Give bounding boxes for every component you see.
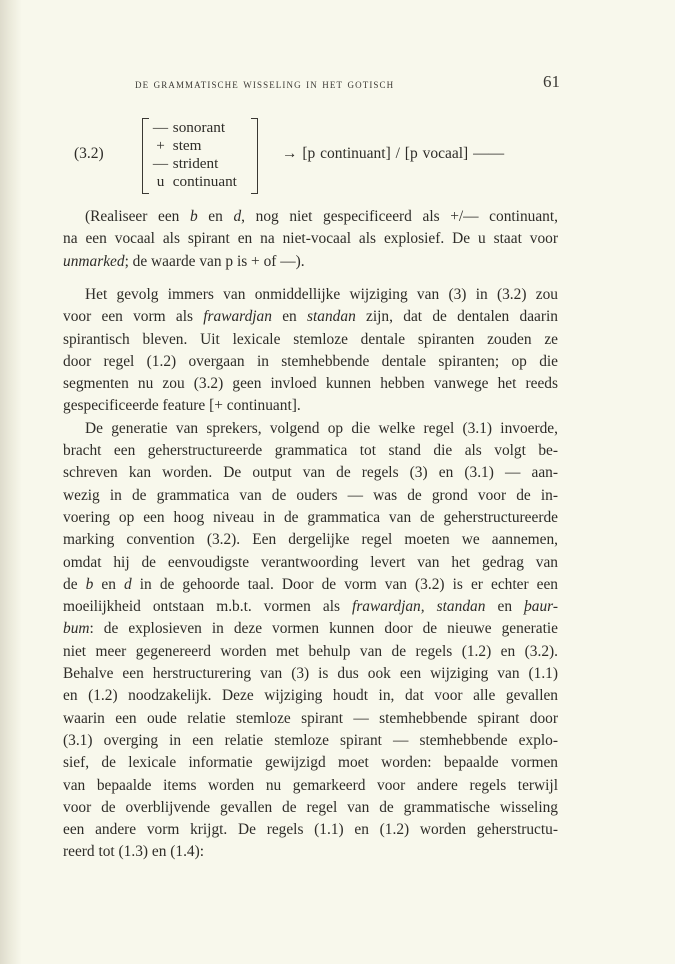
paragraph-2-line (63, 552, 558, 574)
text-run: reerd tot (1.3) en (1.4): (63, 843, 205, 861)
paragraph-1-line (63, 284, 558, 306)
paragraph-2-line (63, 819, 558, 841)
paragraph-1-line (63, 351, 558, 373)
text-run: De generatie van sprekers, volgend op die welke regel (3.1) invoerde, (85, 419, 558, 437)
feature-name: strident (172, 155, 219, 172)
paragraph-2-line (63, 618, 558, 640)
note-paragraph (63, 206, 558, 273)
rule-output: → [p continuant] / [p vocaal] —— (282, 145, 505, 162)
body-text (63, 284, 558, 864)
text-run: voering op een hoog niveau in de grammatica van de geherstructureerde (63, 508, 558, 526)
text-run: de (63, 575, 86, 593)
right-bracket (251, 118, 258, 194)
text-run: waarin een oude relatie stemloze spirant — stemhebbende spirant door (63, 709, 558, 727)
italic-term: b (85, 575, 94, 593)
italic-term: frawardjan, standan (352, 598, 486, 616)
paragraph-2-line (63, 485, 558, 507)
paragraph-2-line (63, 462, 558, 484)
text-run: van bepaalde items worden nu gemarkeerd voor andere regels terwijl (63, 776, 558, 794)
feature-row (152, 155, 237, 173)
paragraph-2-line (63, 507, 558, 529)
italic-term: þaur- (524, 598, 558, 616)
feature-sign: u (156, 173, 165, 190)
paragraph-2-line (63, 440, 558, 462)
text-run: Behalve een herstructurering van (3) is dus ook een wijziging van (1.1) (63, 665, 558, 683)
text-run: en (93, 575, 124, 593)
text-run: zijn, dat de dentalen daarin (355, 308, 558, 326)
italic-term: b (189, 208, 198, 225)
italic-term: d (124, 575, 132, 593)
paragraph-1-line (63, 306, 558, 328)
paragraph-1-line (63, 395, 558, 417)
text-run: voor de overblijvende gevallen de regel van de grammatische wisseling (63, 798, 558, 816)
text-run: spirantisch bleven. Uit lexicale stemloze dentale spiranten zouden ze (63, 330, 558, 348)
text-run: in de gehoorde taal. Door de vorm van (3.2) is er echter een (131, 575, 559, 593)
italic-term: frawardjan (203, 308, 272, 326)
rule-label: (3.2) (74, 145, 104, 162)
feature-sign: + (156, 137, 165, 154)
feature-name: continuant (172, 173, 237, 190)
paragraph-2-line (63, 775, 558, 797)
paragraph-1 (63, 284, 558, 418)
feature-row (152, 137, 237, 155)
paragraph-2-line (63, 685, 558, 707)
paragraph-2-line (63, 663, 558, 685)
left-bracket (142, 118, 149, 194)
text-run: een andere vorm krijgt. De regels (1.1) en (1.2) worden geherstructu- (63, 821, 558, 839)
text-run: wezig in de grammatica van de ouders — was de grond voor de in- (63, 486, 558, 504)
text-run: na een vocaal als spirant en na niet-vocaal als explosief. De u staat voor (63, 230, 558, 248)
italic-term: d (233, 208, 242, 225)
feature-name: stem (172, 137, 202, 154)
text-run: gespecificeerde feature [+ continuant]. (63, 397, 301, 415)
text-run: , nog niet gespecificeerd als +/— continuant, (241, 208, 558, 225)
phonological-rule-3-2 (0, 112, 675, 198)
text-run: (Realiseer een (85, 208, 190, 225)
text-run: schreven kan worden. De output van de regels (3) en (3.1) — aan- (63, 464, 558, 482)
paragraph-2-line (63, 596, 558, 618)
text-run: moeilijkheid ontstaan m.b.t. vormen als (63, 598, 353, 616)
paragraph-2-line (63, 797, 558, 819)
feature-sign: — (152, 119, 169, 136)
text-run: door regel (1.2) overgaan in stemhebbende dentale spiranten; op die (63, 352, 558, 370)
page-number: 61 (543, 72, 560, 91)
note-line (63, 206, 558, 228)
text-run: en (485, 598, 525, 616)
text-run: (3.1) overging in een relatie stemloze spirant — stemhebbende explo- (63, 731, 558, 749)
text-run: en (1.2) noodzakelijk. Deze wijziging houdt in, dat voor alle gevallen (63, 687, 558, 705)
paragraph-2-line (63, 529, 558, 551)
text-run: en (197, 208, 234, 225)
paragraph-2-line (63, 841, 558, 863)
italic-term: unmarked (63, 252, 125, 270)
paragraph-2-line (63, 574, 558, 596)
text-run: niet meer gegenereerd worden met behulp van de regels (1.2) en (3.2). (63, 642, 558, 660)
paragraph-2-line (63, 708, 558, 730)
paragraph-1-line (63, 373, 558, 395)
text-run: sief, de lexicale informatie gewijzigd moet worden: bepaalde vormen (63, 754, 558, 772)
paragraph-2-line (63, 730, 558, 752)
feature-row (152, 119, 237, 137)
italic-term: standan (307, 308, 356, 326)
text-run: : de explosieven in deze vormen kunnen door de nieuwe generatie (89, 620, 558, 638)
feature-row (152, 173, 237, 191)
text-run: bracht een geherstructureerde grammatica tot stand die als volgt be- (63, 442, 558, 460)
text-run: marking convention (3.2). Een dergelijke regel moeten we aannemen, (63, 531, 558, 549)
text-run: en (271, 308, 308, 326)
paragraph-1-line (63, 329, 558, 351)
running-title: de grammatische wisseling in het gotisch (135, 76, 395, 91)
paragraph-2 (63, 418, 558, 864)
paragraph-2-line (63, 641, 558, 663)
text-run: ; de waarde van p is + of —). (124, 252, 305, 270)
text-run: voor een vorm als (63, 308, 204, 326)
text-run: omdat hij de eenvoudigste verantwoording levert van het gedrag van (63, 553, 558, 571)
feature-name: sonorant (172, 119, 226, 136)
running-header (60, 74, 560, 94)
note-line (63, 228, 558, 250)
feature-matrix (142, 118, 258, 192)
feature-sign: — (152, 155, 169, 172)
paragraph-2-line (63, 418, 558, 440)
note-line (63, 251, 558, 273)
paragraph-2-line (63, 752, 558, 774)
italic-term: bum (63, 620, 90, 638)
text-run: Het gevolg immers van onmiddellijke wijziging van (3) in (3.2) zou (85, 286, 558, 303)
text-run: segmenten nu zou (3.2) geen invloed kunnen hebben vanwege het reeds (63, 375, 558, 393)
